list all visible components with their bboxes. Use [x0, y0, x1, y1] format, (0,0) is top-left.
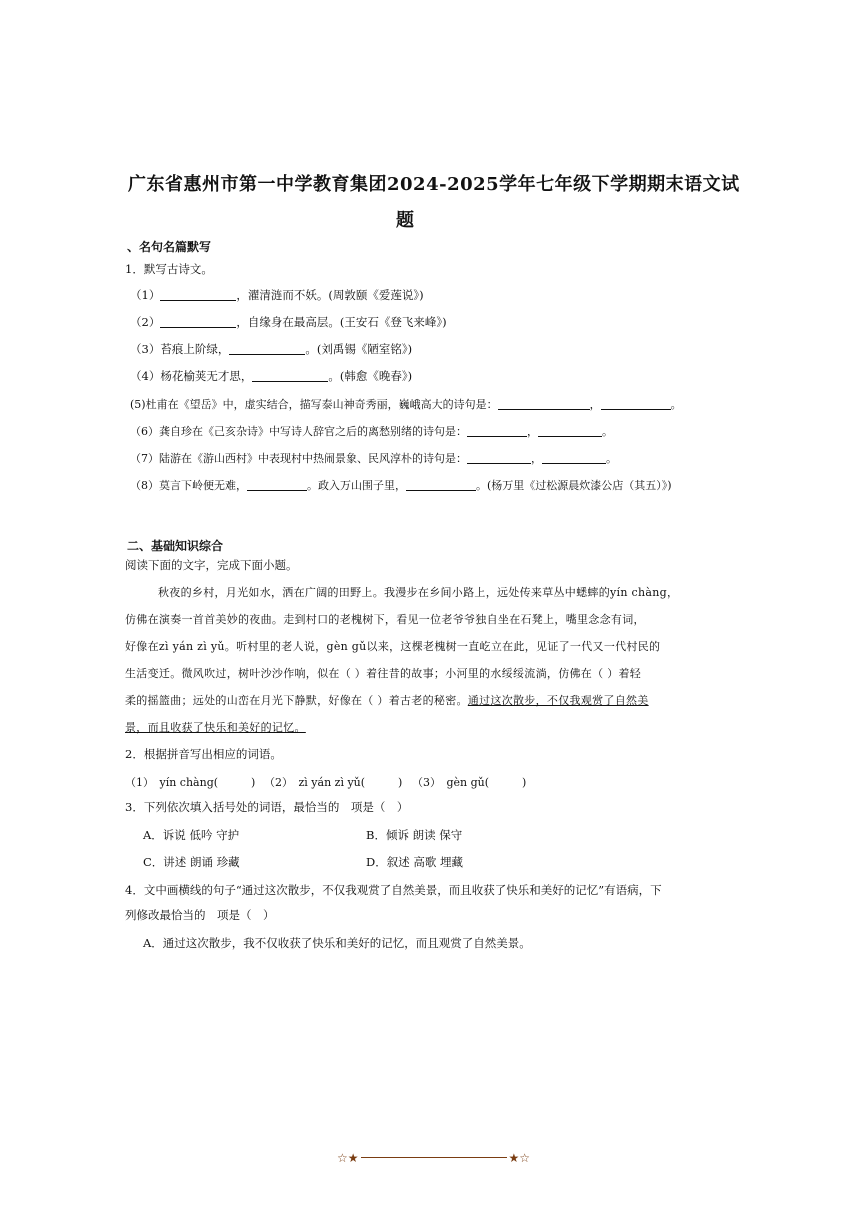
q3-option-d[interactable]: D．叙述 高歌 埋藏	[366, 855, 464, 869]
section2-heading: 二、基础知识综合	[127, 539, 224, 553]
answer-blank[interactable]	[229, 342, 305, 355]
item-text: 杨花榆荚无才思，	[160, 369, 253, 383]
item-text: ，	[531, 452, 542, 465]
q1-item-4	[130, 368, 412, 384]
passage-line: 好像在zì yán zì yǔ。听村里的老人说，gèn gǔ以来，这棵老槐树一直屹立在此，见证了一代又一代村民的	[125, 640, 661, 653]
passage-line: 秋夜的乡村，月光如水，洒在广阔的田野上。我漫步在乡间小路上，远处传来草丛中蟋蟀的yín chàng，	[158, 586, 679, 599]
answer-blank[interactable]	[247, 478, 307, 491]
q3-prompt: 3．下列依次填入括号处的词语，最恰当的 项是（ ）	[125, 800, 409, 814]
q4-option-a[interactable]: A．通过这次散步，我不仅收获了快乐和美好的记忆，而且观赏了自然美景。	[143, 936, 531, 950]
item-text: 。	[670, 398, 682, 411]
answer-blank[interactable]	[467, 451, 531, 464]
page-title-line2: 题	[396, 210, 415, 231]
item-num: (5)	[130, 398, 146, 411]
passage-line: 生活变迁。微风吹过，树叶沙沙作响，似在（ ）着往昔的故事；小河里的水绥绥流淌，仿佛在（ ）着轻	[125, 667, 642, 680]
q3-option-b[interactable]: B．倾诉 朗读 保守	[366, 828, 463, 842]
q2-item-1: （1） yín chàng( )	[125, 776, 256, 789]
item-text: 龚自珍在《己亥杂诗》中写诗人辞官之后的离愁别绪的诗句是：	[159, 425, 467, 438]
q1-item-3	[130, 341, 412, 357]
star-icon: ★☆	[508, 1151, 531, 1165]
item-num: （4）	[130, 369, 161, 383]
q1-item-1	[130, 287, 424, 303]
q3-option-a[interactable]: A．诉说 低吟 守护	[143, 828, 240, 842]
item-text: 。(韩愈《晚春》)	[328, 369, 413, 383]
item-num: （1）	[130, 288, 161, 302]
item-text: 莫言下岭便无难，	[159, 479, 247, 492]
item-num: （8）	[130, 479, 159, 492]
q2-item-3: （3） gèn gǔ( )	[412, 776, 527, 789]
footer-divider	[361, 1157, 507, 1158]
item-text: 。(杨万里《过松源晨炊漆公店（其五）》)	[476, 479, 672, 492]
item-text: 。	[606, 452, 617, 465]
item-num: （3）	[130, 342, 161, 356]
section1-heading: 、名句名篇默写	[127, 240, 212, 254]
item-num: （7）	[130, 452, 159, 465]
underlined-sentence: 景，而且收获了快乐和美好的记忆。	[125, 721, 306, 734]
q2-item-2: （2） zì yán zì yǔ( )	[264, 776, 403, 789]
answer-blank[interactable]	[160, 288, 236, 301]
item-text: 。(刘禹锡《陋室铭》)	[305, 342, 413, 356]
answer-blank[interactable]	[252, 369, 328, 382]
item-text: 杜甫在《望岳》中，虚实结合，描写泰山神奇秀丽，巍峨高大的诗句是：	[145, 398, 498, 411]
q1-item-8	[130, 477, 672, 493]
item-text: 。	[602, 425, 613, 438]
section2-intro: 阅读下面的文字，完成下面小题。	[125, 558, 298, 572]
item-text: ，濯清涟而不妖。(周敦颐《爱莲说》)	[236, 288, 424, 302]
q1-item-7	[130, 450, 617, 466]
q1-item-2	[130, 314, 447, 330]
passage-line: 仿佛在演奏一首首美妙的夜曲。走到村口的老槐树下，看见一位老爷爷独自坐在石凳上，嘴里念念有词，	[125, 613, 645, 626]
page-title-line1: 广东省惠州市第一中学教育集团2024-2025学年七年级下学期期末语文试	[128, 174, 740, 195]
q4-prompt-line2: 列修改最恰当的 项是（ ）	[125, 908, 275, 922]
answer-blank[interactable]	[406, 478, 476, 491]
answer-blank[interactable]	[498, 397, 590, 410]
q4-prompt-line1: 4．文中画横线的句子“通过这次散步，不仅我观赏了自然美景，而且收获了快乐和美好的记忆”有语病，下	[125, 883, 662, 897]
answer-blank[interactable]	[542, 451, 606, 464]
answer-blank[interactable]	[601, 397, 671, 410]
q2-prompt: 2．根据拼音写出相应的词语。	[125, 747, 282, 761]
answer-blank[interactable]	[160, 315, 236, 328]
passage-line	[125, 692, 649, 708]
q1-intro: 1．默写古诗文。	[125, 262, 213, 276]
item-text: ，自缘身在最高层。(王安石《登飞来峰》)	[236, 315, 447, 329]
item-text: 。政入万山围子里，	[307, 479, 406, 492]
underlined-sentence: 通过这次散步，不仅我观赏了自然美	[467, 694, 649, 707]
item-num: （6）	[130, 425, 159, 438]
passage-text: 柔的摇篮曲；远处的山峦在月光下静默，好像在（ ）着古老的秘密。	[125, 694, 468, 707]
item-num: （2）	[130, 315, 161, 329]
star-icon: ☆★	[337, 1151, 359, 1165]
item-text: 陆游在《游山西村》中表现村中热闹景象、民风淳朴的诗句是：	[159, 452, 467, 465]
q1-item-6	[130, 423, 613, 439]
item-text: 苔痕上阶绿，	[160, 342, 230, 356]
footer-decoration	[337, 1151, 530, 1165]
item-text: ，	[589, 398, 601, 411]
item-text: ，	[527, 425, 538, 438]
q1-item-5	[130, 396, 682, 412]
answer-blank[interactable]	[538, 424, 602, 437]
q3-option-c[interactable]: C．讲述 朗诵 珍藏	[143, 855, 240, 869]
answer-blank[interactable]	[467, 424, 527, 437]
